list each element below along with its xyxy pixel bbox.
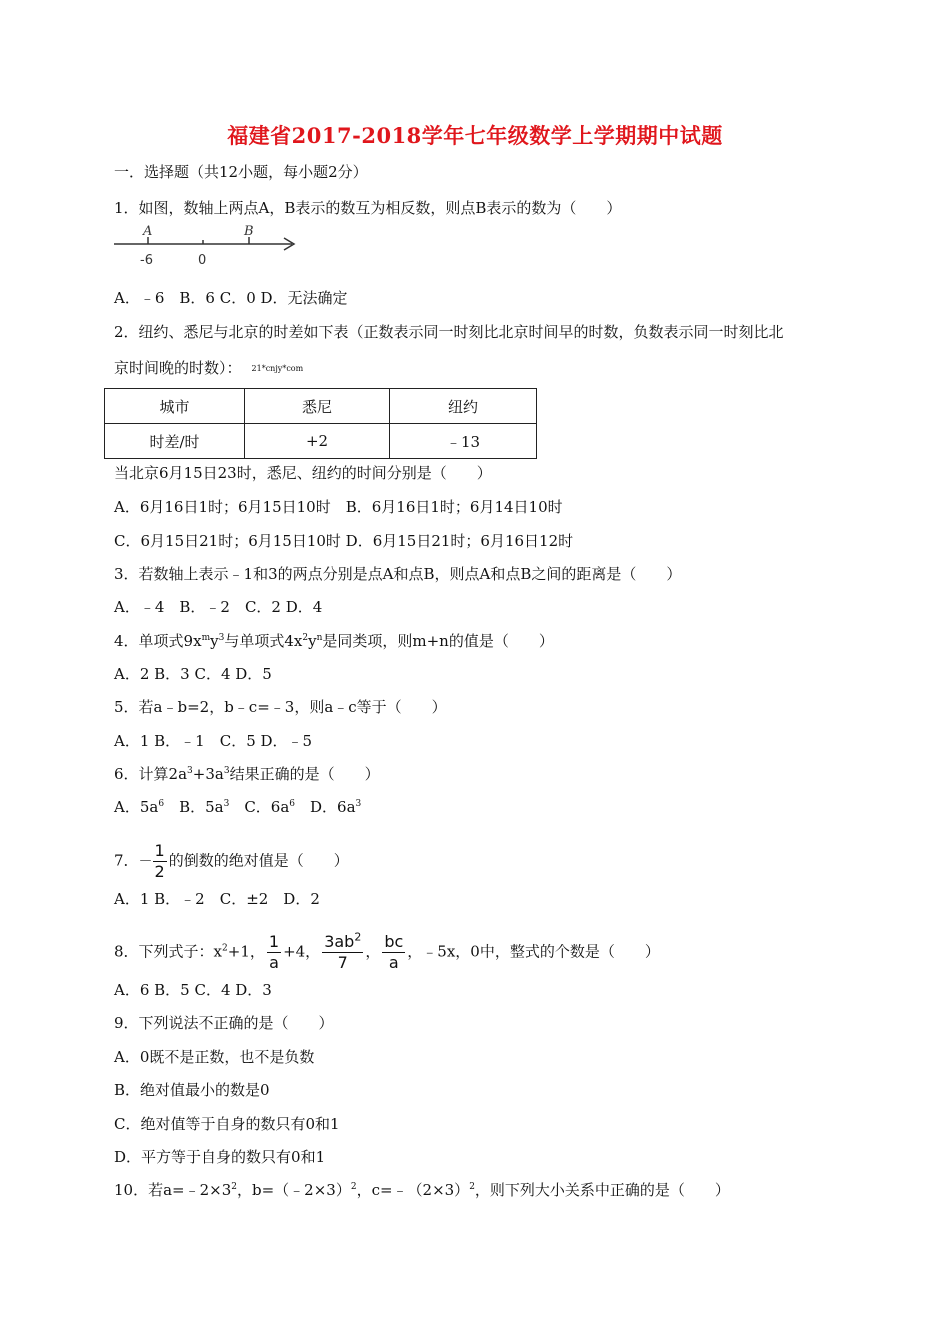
number-line-figure <box>110 222 300 272</box>
q8-prefix: 8．下列式子：x <box>114 942 223 961</box>
q7-numerator: 1 <box>154 841 165 860</box>
q8-stem <box>114 930 660 972</box>
q1-options: A．﹣6 B．6 C．0 D．无法确定 <box>114 289 348 307</box>
q7-denominator: 2 <box>154 862 165 881</box>
q6-stem <box>114 764 380 784</box>
q6-opt-d: D．6a <box>295 798 356 816</box>
q4-exp3: 2 <box>302 633 309 643</box>
q2-question: 当北京6月15日23时，悉尼、纽约的时间分别是（ ） <box>114 464 492 482</box>
q8-f3-numerator: bc <box>384 932 404 951</box>
q6-opt-b-exp: 3 <box>223 799 230 809</box>
q6-expr-b: +3a <box>192 765 224 783</box>
q6-options <box>114 797 361 817</box>
q4-term1: 9x <box>183 632 202 650</box>
q3-options: A．﹣4 B．﹣2 C．2 D．4 <box>114 598 323 616</box>
table-cell: 时差/时 <box>105 424 245 459</box>
tick-label-a: -6 <box>140 253 153 268</box>
q9-option-c: C．绝对值等于自身的数只有0和1 <box>114 1115 340 1133</box>
q8-f2-denominator: 7 <box>337 953 348 972</box>
q7-fraction <box>153 842 167 881</box>
q4-var1: y <box>210 632 219 650</box>
q8-fraction-3 <box>382 933 405 972</box>
q9-option-b: B．绝对值最小的数是0 <box>114 1081 270 1099</box>
q10-exp1: 2 <box>231 1182 237 1192</box>
q3-stem: 3．若数轴上表示﹣1和3的两点分别是点A和点B，则点A和点B之间的距离是（ ） <box>114 565 682 583</box>
q6-opt-c-exp: 6 <box>289 799 296 809</box>
q6-opt-a: A．5a <box>114 798 159 816</box>
q8-fraction-2 <box>322 930 363 972</box>
q6-suffix: 结果正确的是（ ） <box>229 765 380 783</box>
q4-stem <box>114 631 554 651</box>
q6-expr-b-exp: 3 <box>223 766 230 776</box>
q9-stem: 9．下列说法不正确的是（ ） <box>114 1014 334 1032</box>
q9-option-a: A．0既不是正数，也不是负数 <box>114 1048 315 1066</box>
q10-exp2: 2 <box>350 1182 357 1192</box>
q6-expr-a-exp: 3 <box>187 766 193 776</box>
q4-term2: 4x <box>284 632 303 650</box>
table-header-row <box>105 389 537 424</box>
q8-after-x: +1， <box>227 942 265 961</box>
q8-f1-numerator: 1 <box>268 932 280 951</box>
q4-prefix: 4．单项式 <box>114 632 184 650</box>
watermark: 21*cnjy*com <box>251 364 304 373</box>
q8-f2-exp: 2 <box>354 930 362 944</box>
q4-exp4: n <box>316 633 323 643</box>
q6-prefix: 6．计算 <box>114 765 169 783</box>
q2-stem-line2 <box>114 358 303 379</box>
q10-part2: ，b=（﹣2×3） <box>237 1181 351 1199</box>
q4-var2: y <box>308 632 317 650</box>
q4-mid: 与单项式 <box>224 632 285 650</box>
q10-part1: 10．若a=﹣2×3 <box>114 1181 232 1199</box>
q8-fraction-1 <box>267 933 281 972</box>
q4-suffix: 是同类项，则m+n的值是（ ） <box>322 632 554 650</box>
q5-options: A．1 B．﹣1 C．5 D．﹣5 <box>114 732 313 750</box>
q6-expr-a: 2a <box>168 765 188 783</box>
page-title: 福建省2017-2018学年七年级数学上学期期中试题 <box>227 123 723 148</box>
q8-f3-denominator: a <box>388 953 399 972</box>
q2-options-ab: A．6月16日1时；6月15日10时 B．6月16日1时；6月14日10时 <box>114 498 563 516</box>
q7-stem <box>114 842 349 881</box>
q2-stem-line1: 2．纽约、悉尼与北京的时差如下表（正数表示同一时刻比北京时间早的时数，负数表示同一时刻比北 <box>114 323 784 341</box>
label-a: A <box>143 224 153 239</box>
q8-f2-numerator <box>322 930 363 953</box>
table-cell: +2 <box>245 424 390 459</box>
q8-options: A．6 B．5 C．4 D．3 <box>114 981 272 999</box>
tick-label-origin: 0 <box>198 253 207 268</box>
q7-sign: － <box>138 853 153 870</box>
q6-opt-a-exp: 6 <box>158 799 165 809</box>
q10-part3: ，c=﹣（2×3） <box>356 1181 470 1199</box>
time-difference-table <box>104 388 537 459</box>
q4-exp2: 3 <box>218 633 225 643</box>
table-header-cell: 城市 <box>105 389 245 424</box>
q8-after-f1: +4， <box>283 942 321 961</box>
q8-f2-num-text: 3ab <box>324 932 355 951</box>
q8-suffix: ，﹣5x，0中，整式的个数是（ ） <box>407 942 660 961</box>
q1-stem: 1．如图，数轴上两点A，B表示的数互为相反数，则点B表示的数为（ ） <box>114 199 622 217</box>
table-cell: ﹣13 <box>390 424 537 459</box>
q6-opt-c: C．6a <box>229 798 290 816</box>
q10-exp3: 2 <box>469 1182 475 1192</box>
label-b: B <box>244 224 254 239</box>
q8-f1-denominator: a <box>269 953 279 972</box>
q5-stem: 5．若a﹣b=2，b﹣c=﹣3，则a﹣c等于（ ） <box>114 698 447 716</box>
table-header-cell: 纽约 <box>390 389 537 424</box>
section-heading: 一．选择题（共12小题，每小题2分） <box>114 163 368 181</box>
q7-suffix: 的倒数的绝对值是（ ） <box>168 851 349 870</box>
q10-stem <box>114 1180 730 1200</box>
q8-x-exp: 2 <box>222 943 228 954</box>
q10-part4: ，则下列大小关系中正确的是（ ） <box>474 1181 730 1199</box>
q6-opt-b: B．5a <box>164 798 224 816</box>
q2-stem-text: 京时间晚的时数）： <box>114 359 242 377</box>
q9-option-d: D．平方等于自身的数只有0和1 <box>114 1148 326 1166</box>
q6-opt-d-exp: 3 <box>355 799 362 809</box>
table-header-cell: 悉尼 <box>245 389 390 424</box>
q7-prefix: 7． <box>114 851 139 870</box>
q4-options: A．2 B．3 C．4 D．5 <box>114 665 272 683</box>
q8-after-f2: ， <box>365 942 381 961</box>
q7-options: A．1 B．﹣2 C．±2 D．2 <box>114 890 320 908</box>
q2-options-cd: C．6月15日21时；6月15日10时 D．6月15日21时；6月16日12时 <box>114 532 574 550</box>
q4-exp1: m <box>201 633 211 643</box>
table-row <box>105 424 537 459</box>
